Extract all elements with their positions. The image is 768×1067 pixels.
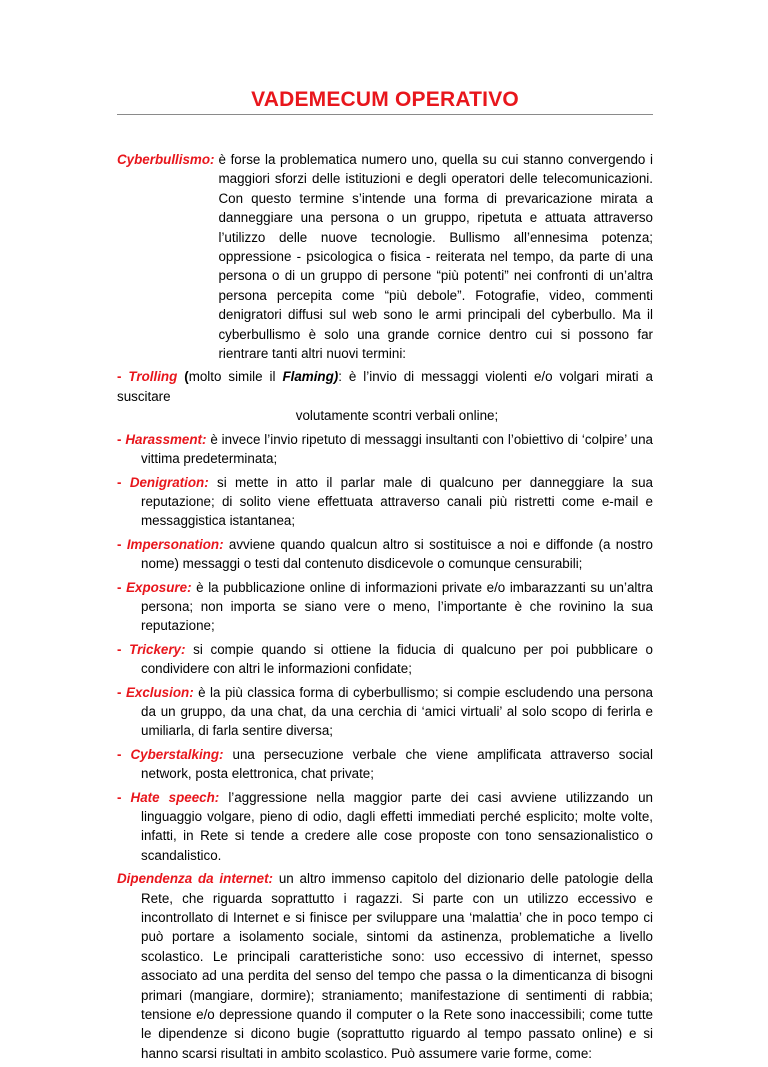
text-cyberbullismo: è forse la problematica numero uno, quella su cui stanno convergendo i maggiori sforzi delle istituzioni e degli operatori delle telecomunicazioni. Con questo termine s’intende una forma di prevaricazione mirata a danneggiare una persona o un gruppo, ripetuta e attuata attraverso l’utilizzo delle nuove tecnologie. Bullismo all’ennesima potenza; oppressione - psicologica o fisica - reiterata nel tempo, da parte di una persona o di un gruppo di persone “più potenti” nei confronti di un’altra persona percepita come “più debole”. Fotografie, video, commenti denigratori diffusi sul web sono le armi principali del cyberbullo. Ma il cyberbullismo è solo una grande cornice dentro cui si possono far rientrare tanti altri nuovi termini: bbox=[218, 152, 653, 362]
title-underline bbox=[117, 114, 653, 115]
bullet-dash: - bbox=[117, 369, 122, 385]
term-flaming: Flaming) bbox=[282, 369, 339, 385]
term-cyberstalking: Cyberstalking: bbox=[130, 746, 224, 762]
entry-denigration bbox=[117, 473, 653, 531]
bullet-dash: - bbox=[117, 746, 131, 762]
entry-trickery bbox=[117, 640, 653, 679]
text-harassment: è invece l’invio ripetuto di messaggi insultanti con l’obiettivo di ‘colpire’ una vittima predeterminata; bbox=[141, 431, 653, 467]
entry-trolling bbox=[117, 367, 653, 425]
text-dipendenza: un altro immenso capitolo del dizionario delle patologie della Rete, che riguarda soprattutto i ragazzi. Si parte con un utilizzo eccessivo e incontrollato di Internet e si finisce per sviluppare una ‘malattia’ che in poco tempo ci può portare a isolamento sociale, sintomi da astinenza, problematiche a livello scolastico. Le principali caratteristiche sono: uso eccessivo di internet, spesso associato ad una perdita del senso del tempo che passa o la dimenticanza di bisogni primari (mangiare, dormire); straniamento; manifestazione di sentimenti di rabbia; tensione e/o depressione quando il computer o la Rete sono inaccessibili; come tutte le dipendenze si dicono bugie (soprattutto riguardo al tempo passato online) e si hanno scarsi risultati in ambito scolastico. Può assumere varie forme, come: bbox=[141, 871, 653, 1061]
bullet-dash: - bbox=[117, 536, 127, 552]
entry-exposure bbox=[117, 578, 653, 636]
entry-impersonation bbox=[117, 535, 653, 574]
term-exclusion: Exclusion: bbox=[125, 684, 194, 700]
text-hate-speech: l’aggressione nella maggior parte dei casi avviene utilizzando un linguaggio volgare, pieno di odio, dagli effetti immediati perché esplicito; molte volte, infatti, in Rete si tende a credere alle cose proposte con tono sensazionalistico o scandalistico. bbox=[141, 789, 653, 863]
entry-dipendenza bbox=[117, 869, 653, 1063]
term-denigration: Denigration: bbox=[129, 474, 209, 490]
term-impersonation: Impersonation: bbox=[126, 536, 224, 552]
text-trolling-2: volutamente scontri verbali online; bbox=[295, 408, 499, 424]
paren-open: ( bbox=[184, 369, 189, 385]
term-cyberbullismo: Cyberbullismo: bbox=[117, 152, 215, 167]
text-exclusion: è la più classica forma di cyberbullismo; si compie escludendo una persona da un gruppo, da una chat, da una cerchia di ‘amici virtuali’ al solo scopo di ferirla e umiliarla, di farla sentire diversa; bbox=[141, 684, 653, 739]
entry-cyberstalking bbox=[117, 745, 653, 784]
term-trolling: Trolling bbox=[128, 369, 178, 385]
document-title: VADEMECUM OPERATIVO bbox=[251, 88, 519, 111]
text-trolling-1: : è l’invio di messaggi violenti e/o volgari mirati a suscitare bbox=[117, 369, 654, 404]
bullet-dash: - bbox=[117, 789, 131, 805]
term-exposure: Exposure: bbox=[126, 579, 192, 595]
document-body bbox=[117, 150, 653, 1067]
term-trickery: Trickery: bbox=[129, 641, 186, 657]
bullet-dash: - bbox=[117, 641, 130, 657]
trolling-mid: molto simile il bbox=[188, 369, 276, 385]
bullet-dash: - bbox=[117, 431, 126, 447]
text-denigration: si mette in atto il parlar male di qualcuno per danneggiare la sua reputazione; di solito viene effettuata attraverso canali più ristretti come e-mail e messaggistica istantanea; bbox=[141, 474, 653, 529]
entry-harassment bbox=[117, 430, 653, 469]
text-exposure: è la pubblicazione online di informazioni private e/o imbarazzanti su un’altra persona; non importa se siano vere o meno, l’importante è che rovinino la sua reputazione; bbox=[141, 579, 653, 634]
term-hate-speech: Hate speech: bbox=[130, 789, 220, 805]
entry-cyberbullismo bbox=[117, 150, 653, 363]
text-trickery: si compie quando si ottiene la fiducia di qualcuno per poi pubblicare o condividere con altri le informazioni confidate; bbox=[141, 641, 653, 677]
bullet-dash: - bbox=[117, 579, 127, 595]
term-harassment: Harassment: bbox=[125, 431, 207, 447]
text-impersonation: avviene quando qualcun altro si sostituisce a noi e diffonde (a nostro nome) messaggi o testi dal contenuto disdicevole o comunque censurabili; bbox=[141, 536, 653, 572]
term-dipendenza: Dipendenza da internet: bbox=[117, 871, 273, 887]
entry-exclusion bbox=[117, 683, 653, 741]
bullet-dash: - bbox=[117, 474, 130, 490]
text-cyberstalking: una persecuzione verbale che viene amplificata attraverso social network, posta elettronica, chat private; bbox=[141, 746, 653, 782]
bullet-dash: - bbox=[117, 684, 126, 700]
entry-hate-speech bbox=[117, 788, 653, 866]
